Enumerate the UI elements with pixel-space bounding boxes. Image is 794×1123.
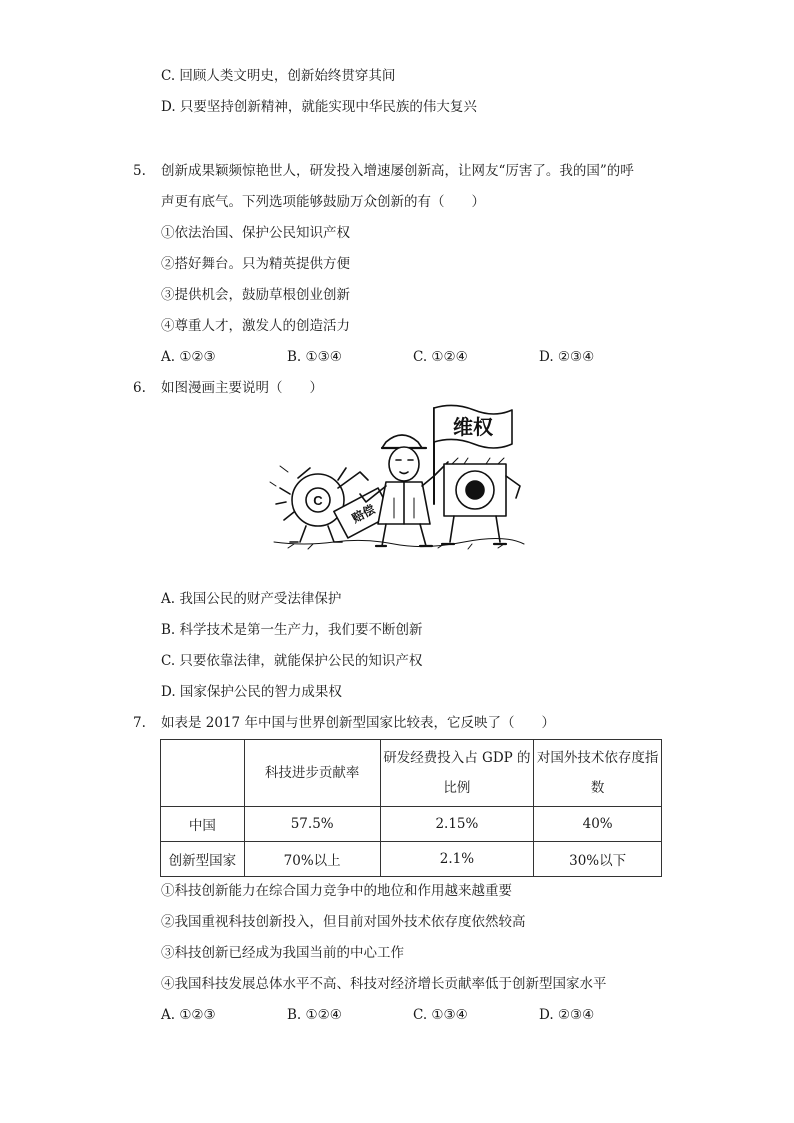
table-header-cell: 对国外技术依存度指数 bbox=[534, 740, 662, 807]
q7-statement-3: ③科技创新已经成为我国当前的中心工作 bbox=[161, 945, 404, 961]
comparison-table bbox=[160, 739, 662, 877]
cartoon-illustration bbox=[268, 402, 530, 552]
q5-number: 5. bbox=[133, 163, 146, 179]
table-cell: 70%以上 bbox=[244, 842, 380, 877]
q4-option-d: D. 只要坚持创新精神，就能实现中华民族的伟大复兴 bbox=[161, 99, 477, 115]
q6-number: 6. bbox=[133, 380, 146, 396]
table-row bbox=[161, 807, 662, 842]
q7-statement-4: ④我国科技发展总体水平不高、科技对经济增长贡献率低于创新型国家水平 bbox=[161, 976, 607, 992]
q5-statement-2: ②搭好舞台。只为精英提供方便 bbox=[161, 256, 350, 272]
q5-statement-3: ③提供机会，鼓励草根创业创新 bbox=[161, 287, 350, 303]
q7-choice-c: C. ①③④ bbox=[413, 1007, 468, 1023]
table-cell: 创新型国家 bbox=[161, 842, 245, 877]
q5-stem-line1: 创新成果颖频惊艳世人，研发投入增速屡创新高，让网友“厉害了。我的国”的呼 bbox=[161, 163, 634, 179]
q7-number: 7. bbox=[133, 715, 146, 731]
q5-stem-line2: 声更有底气。下列选项能够鼓励万众创新的有（ ） bbox=[161, 194, 485, 210]
q7-choice-a: A. ①②③ bbox=[161, 1007, 216, 1023]
q5-statement-1: ①依法治国、保护公民知识产权 bbox=[161, 225, 350, 241]
flag-text: 维权 bbox=[453, 417, 493, 439]
q6-option-b: B. 科学技术是第一生产力，我们要不断创新 bbox=[161, 622, 423, 638]
q5-statement-4: ④尊重人才，激发人的创造活力 bbox=[161, 318, 350, 334]
table-cell: 57.5% bbox=[244, 807, 380, 842]
q6-option-d: D. 国家保护公民的智力成果权 bbox=[161, 684, 342, 700]
table-header-cell bbox=[161, 740, 245, 807]
q6-stem: 如图漫画主要说明（ ） bbox=[161, 380, 323, 396]
q5-choice-d: D. ②③④ bbox=[539, 349, 595, 365]
sign-text: 赔偿 bbox=[349, 502, 378, 526]
q4-option-c: C. 回顾人类文明史，创新始终贯穿其间 bbox=[161, 68, 396, 84]
q7-stem: 如表是 2017 年中国与世界创新型国家比较表，它反映了（ ） bbox=[161, 715, 555, 731]
q7-choice-d: D. ②③④ bbox=[539, 1007, 595, 1023]
q6-option-a: A. 我国公民的财产受法律保护 bbox=[161, 591, 342, 607]
q5-choice-c: C. ①②④ bbox=[413, 349, 468, 365]
table-header-row bbox=[161, 740, 662, 807]
table-cell: 40% bbox=[534, 807, 662, 842]
intact-badge-figure bbox=[442, 458, 520, 544]
table-cell: 30%以下 bbox=[534, 842, 662, 877]
table-cell: 2.15% bbox=[380, 807, 534, 842]
left-badge-letter: C bbox=[313, 493, 323, 508]
q7-statement-1: ①科技创新能力在综合国力竞争中的地位和作用越来越重要 bbox=[161, 883, 512, 899]
table-header-cell: 科技进步贡献率 bbox=[244, 740, 380, 807]
q6-option-c: C. 只要依靠法律，就能保护公民的知识产权 bbox=[161, 653, 423, 669]
table-header-cell: 研发经费投入占 GDP 的比例 bbox=[380, 740, 534, 807]
q7-choice-b: B. ①②④ bbox=[287, 1007, 342, 1023]
q7-statement-2: ②我国重视科技创新投入，但目前对国外技术依存度依然较高 bbox=[161, 914, 526, 930]
q5-choice-b: B. ①③④ bbox=[287, 349, 342, 365]
table-row bbox=[161, 842, 662, 877]
q5-choice-a: A. ①②③ bbox=[161, 349, 216, 365]
table-cell: 中国 bbox=[161, 807, 245, 842]
table-cell: 2.1% bbox=[380, 842, 534, 877]
